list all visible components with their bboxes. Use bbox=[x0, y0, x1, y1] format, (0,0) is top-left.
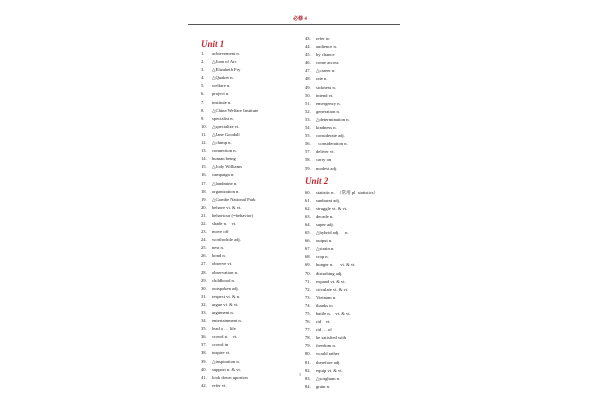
entry-word: △Jane Goodall bbox=[212, 131, 240, 137]
entry-number: 45. bbox=[305, 52, 311, 58]
vocab-entry bbox=[201, 50, 311, 58]
entry-word: support n. & vt. bbox=[212, 366, 241, 372]
entry-number: 82. bbox=[305, 367, 311, 373]
entry-number: 75. bbox=[305, 311, 311, 316]
vocab-entry bbox=[201, 382, 311, 390]
vocab-entry bbox=[201, 358, 311, 366]
entry-number: 50. bbox=[305, 92, 311, 98]
vocab-entry bbox=[201, 74, 311, 82]
vocab-entry bbox=[201, 293, 311, 301]
vocab-entry bbox=[305, 116, 415, 124]
vocab-entry bbox=[201, 107, 311, 115]
entry-word: shade n. vt. bbox=[212, 220, 237, 226]
vocab-entry bbox=[305, 359, 415, 367]
entry-word: deliver vt. bbox=[316, 149, 335, 155]
entry-number: 13. bbox=[201, 148, 207, 154]
vocab-entry bbox=[305, 189, 415, 197]
vocab-entry bbox=[201, 196, 311, 204]
entry-word: freedom n. bbox=[316, 343, 336, 349]
entry-word: expand vt. & vi. bbox=[316, 278, 346, 284]
entry-word: refer vi. bbox=[212, 382, 227, 388]
entry-word: △career n. bbox=[316, 68, 336, 74]
vocab-entry bbox=[201, 301, 311, 309]
vocab-entry bbox=[201, 309, 311, 317]
entry-number: 47. bbox=[305, 68, 311, 74]
vocab-entry bbox=[305, 229, 415, 237]
entry-word: equip vt. & vi. bbox=[316, 367, 343, 373]
entry-word: struggle vt. & vi. bbox=[316, 205, 348, 211]
entry-number: 5. bbox=[201, 83, 205, 89]
entry-number: 7. bbox=[201, 99, 205, 105]
entry-number: 62. bbox=[305, 205, 311, 211]
entry-word: crowd n. vt. bbox=[212, 334, 238, 340]
entry-word: output n. bbox=[316, 238, 333, 244]
entry-word: therefore adj. bbox=[316, 359, 341, 365]
entry-word: lead a … life bbox=[212, 326, 236, 332]
entry-number: 78. bbox=[305, 335, 311, 341]
entry-word: respect vt. & n. bbox=[212, 293, 241, 299]
entry-word: disturbing adj. bbox=[316, 270, 343, 276]
entry-number: 16. bbox=[201, 172, 207, 178]
entry-number: 68. bbox=[305, 254, 311, 260]
vocab-entry bbox=[201, 325, 311, 333]
entry-number: 77. bbox=[305, 327, 311, 333]
vocab-entry bbox=[305, 213, 415, 221]
entry-word: decade n. bbox=[316, 213, 334, 219]
vocab-entry bbox=[201, 269, 311, 277]
entry-number: 14. bbox=[201, 156, 207, 162]
entry-number: 34. bbox=[201, 318, 207, 324]
vocab-entry bbox=[305, 67, 415, 75]
entry-word: come across bbox=[316, 60, 339, 66]
vocab-entry bbox=[201, 244, 311, 252]
entry-number: 46. bbox=[305, 60, 311, 66]
vocab-entry bbox=[201, 349, 311, 357]
entry-word: childhood n. bbox=[212, 277, 235, 283]
vocab-entry bbox=[305, 148, 415, 156]
vocab-entry bbox=[201, 252, 311, 260]
vocab-entry bbox=[305, 294, 415, 302]
entry-word: consideration n. bbox=[316, 141, 348, 147]
entry-word: entertainment n. bbox=[212, 318, 242, 324]
entry-number: 8. bbox=[201, 107, 205, 113]
entry-word: kindness n. bbox=[316, 125, 337, 131]
unit-1-word-list-continued bbox=[305, 35, 415, 173]
entry-number: 56. bbox=[305, 141, 311, 147]
vocab-entry bbox=[201, 99, 311, 107]
entry-number: 29. bbox=[201, 277, 207, 283]
entry-word: △landmine n. bbox=[212, 180, 238, 186]
unit-2-word-list bbox=[305, 189, 415, 391]
vocab-entry bbox=[305, 197, 415, 205]
vocab-entry bbox=[305, 51, 415, 59]
vocab-entry bbox=[201, 188, 311, 196]
entry-number: 70. bbox=[305, 270, 311, 276]
entry-word: would rather bbox=[316, 351, 340, 357]
page-header-title: 必修 4 bbox=[293, 17, 307, 22]
entry-word: achievement n. bbox=[212, 51, 240, 56]
vocab-entry bbox=[305, 270, 415, 278]
entry-number: 65. bbox=[305, 230, 311, 236]
vocab-entry bbox=[305, 132, 415, 140]
entry-number: 23. bbox=[201, 229, 207, 235]
entry-word: △Quaker n. bbox=[212, 75, 234, 81]
entry-number: 81. bbox=[305, 359, 311, 365]
entry-word: grain n. bbox=[316, 383, 331, 389]
entry-number: 20. bbox=[201, 204, 207, 210]
entry-word: △determination n. bbox=[316, 116, 350, 122]
entry-number: 2. bbox=[201, 59, 205, 65]
entry-number: 15. bbox=[201, 164, 207, 170]
entry-word: statistic n. （常用 pl statistics） bbox=[316, 189, 379, 195]
entry-number: 12. bbox=[201, 140, 207, 146]
entry-number: 48. bbox=[305, 76, 311, 82]
entry-number: 33. bbox=[201, 310, 207, 315]
entry-number: 59. bbox=[305, 165, 311, 171]
entry-number: 60. bbox=[305, 189, 311, 195]
entry-number: 72. bbox=[305, 286, 311, 292]
entry-number: 83. bbox=[305, 375, 311, 381]
entry-number: 57. bbox=[305, 149, 311, 155]
vocab-entry bbox=[305, 100, 415, 108]
vocab-entry bbox=[201, 58, 311, 66]
vocab-entry bbox=[305, 156, 415, 164]
entry-word: battle n. vt. & vi. bbox=[316, 311, 351, 316]
page-number: 1 bbox=[299, 372, 301, 377]
entry-word: carry on bbox=[316, 157, 332, 163]
entry-word: argument n. bbox=[212, 310, 234, 315]
entry-number: 73. bbox=[305, 294, 311, 300]
entry-word: △Joan of Arc bbox=[212, 59, 237, 65]
entry-word: specialist n. bbox=[212, 115, 234, 121]
entry-word: Vietnam n. bbox=[316, 294, 337, 300]
entry-number: 41. bbox=[201, 374, 207, 380]
entry-word: △sorghum n. bbox=[316, 375, 341, 381]
vocab-entry bbox=[201, 147, 311, 155]
entry-word: △chimp n. bbox=[212, 140, 232, 146]
entry-word: △China Welfare Institute bbox=[212, 107, 259, 113]
entry-word: organization n. bbox=[212, 188, 240, 194]
entry-word: △Elizabeth Fry bbox=[212, 67, 241, 73]
entry-number: 71. bbox=[305, 278, 311, 284]
entry-word: observation n. bbox=[212, 269, 239, 275]
entry-word: △strain n. bbox=[316, 246, 335, 252]
entry-number: 4. bbox=[201, 75, 205, 81]
vocab-entry bbox=[201, 115, 311, 123]
vocab-entry bbox=[201, 228, 311, 236]
vocab-entry bbox=[305, 326, 415, 334]
entry-word: project n. bbox=[212, 91, 230, 97]
entry-word: △hybrid adj. n. bbox=[316, 230, 349, 236]
entry-number: 39. bbox=[201, 358, 207, 364]
entry-word: welfare n. bbox=[212, 83, 231, 89]
entry-number: 69. bbox=[305, 262, 311, 268]
entry-number: 58. bbox=[305, 157, 311, 163]
vocab-entry bbox=[305, 245, 415, 253]
entry-word: worthwhile adj. bbox=[212, 237, 241, 243]
entry-number: 63. bbox=[305, 213, 311, 219]
entry-word: inspire vt. bbox=[212, 350, 231, 356]
vocab-entry bbox=[305, 237, 415, 245]
entry-word: considerate adj. bbox=[316, 133, 345, 139]
entry-word: by chance bbox=[316, 52, 335, 58]
vocab-entry bbox=[201, 236, 311, 244]
entry-word: connection n. bbox=[212, 148, 237, 154]
entry-word: bond n. bbox=[212, 253, 226, 259]
entry-word: be satisfied with bbox=[316, 335, 347, 341]
entry-word: △Gombe National Park bbox=[212, 196, 256, 202]
entry-number: 22. bbox=[201, 220, 207, 226]
entry-word: intend vt. bbox=[316, 92, 334, 98]
entry-number: 30. bbox=[201, 285, 207, 291]
entry-word: super adj. bbox=[316, 221, 334, 227]
entry-number: 32. bbox=[201, 301, 207, 307]
vocab-entry bbox=[305, 318, 415, 326]
vocab-entry bbox=[201, 212, 311, 220]
entry-word: audience n. bbox=[316, 44, 337, 50]
vocab-entry bbox=[305, 140, 415, 148]
entry-word: observe vt. bbox=[212, 261, 233, 267]
vocab-entry bbox=[305, 302, 415, 310]
entry-number: 38. bbox=[201, 350, 207, 356]
entry-word: thanks to bbox=[316, 302, 333, 308]
vocab-entry bbox=[201, 260, 311, 268]
vocab-entry bbox=[305, 205, 415, 213]
entry-word: human being bbox=[212, 156, 236, 162]
vocab-entry bbox=[305, 59, 415, 67]
entry-number: 37. bbox=[201, 342, 207, 348]
vocab-entry bbox=[305, 261, 415, 269]
vocab-entry bbox=[305, 286, 415, 294]
entry-word: △Jody Williams bbox=[212, 164, 242, 170]
entry-number: 74. bbox=[305, 302, 311, 308]
entry-word: △inspiration n. bbox=[212, 358, 240, 364]
entry-number: 67. bbox=[305, 246, 311, 252]
entry-word: institute n. bbox=[212, 99, 232, 105]
vocab-entry bbox=[201, 204, 311, 212]
entry-number: 28. bbox=[201, 269, 207, 275]
entry-number: 19. bbox=[201, 196, 207, 202]
entry-word: crowd in bbox=[212, 342, 229, 348]
entry-number: 35. bbox=[201, 326, 207, 332]
vocab-entry bbox=[305, 35, 415, 43]
vocab-entry bbox=[201, 285, 311, 293]
vocab-entry bbox=[305, 334, 415, 342]
unit-1-heading: Unit 1 bbox=[201, 39, 225, 49]
vocab-entry bbox=[305, 84, 415, 92]
entry-number: 76. bbox=[305, 319, 311, 325]
entry-word: sunburnt adj. bbox=[316, 197, 340, 203]
entry-number: 52. bbox=[305, 108, 311, 114]
vocab-entry bbox=[305, 253, 415, 261]
entry-number: 9. bbox=[201, 115, 205, 121]
vocab-entry bbox=[201, 131, 311, 139]
entry-word: look down upon/on bbox=[212, 374, 248, 380]
entry-number: 21. bbox=[201, 212, 207, 218]
entry-number: 42. bbox=[201, 382, 207, 388]
entry-number: 40. bbox=[201, 366, 207, 372]
entry-word: nest n. bbox=[212, 245, 224, 251]
entry-number: 64. bbox=[305, 221, 311, 227]
entry-number: 6. bbox=[201, 91, 205, 97]
vocab-entry bbox=[305, 310, 415, 318]
header-divider bbox=[188, 24, 400, 25]
unit-1-word-list bbox=[201, 50, 311, 390]
entry-number: 27. bbox=[201, 261, 207, 267]
entry-number: 1. bbox=[201, 51, 205, 56]
entry-word: rid vt. bbox=[316, 319, 331, 325]
vocab-entry bbox=[201, 155, 311, 163]
entry-word: behaviour (=behavior) bbox=[212, 212, 254, 218]
vocab-entry bbox=[201, 163, 311, 171]
vocab-entry bbox=[201, 317, 311, 325]
entry-word: circulate vt. & vi. bbox=[316, 286, 349, 292]
entry-word: argue vi. & vt. bbox=[212, 301, 239, 307]
entry-word: emergency n. bbox=[316, 100, 341, 106]
entry-word: outspoken adj. bbox=[212, 285, 239, 291]
entry-number: 24. bbox=[201, 237, 207, 243]
vocab-entry bbox=[201, 277, 311, 285]
entry-number: 49. bbox=[305, 84, 311, 90]
entry-word: refer to bbox=[316, 36, 330, 41]
entry-word: hunger n. vi. & vt. bbox=[316, 262, 356, 268]
unit-2-heading: Unit 2 bbox=[305, 175, 329, 186]
entry-word: behave vi. & vt. bbox=[212, 204, 242, 210]
vocab-column-right bbox=[305, 35, 415, 391]
entry-number: 55. bbox=[305, 133, 311, 139]
entry-number: 53. bbox=[305, 116, 311, 122]
entry-number: 3. bbox=[201, 67, 205, 73]
entry-number: 10. bbox=[201, 123, 207, 129]
entry-number: 26. bbox=[201, 253, 207, 259]
vocab-entry bbox=[305, 108, 415, 116]
entry-number: 43. bbox=[305, 36, 311, 41]
vocab-entry bbox=[305, 342, 415, 350]
vocab-entry bbox=[201, 82, 311, 90]
vocab-entry bbox=[305, 92, 415, 100]
entry-word: rate n. bbox=[316, 76, 328, 82]
entry-word: move off bbox=[212, 229, 229, 235]
vocab-entry bbox=[201, 333, 311, 341]
entry-number: 54. bbox=[305, 125, 311, 131]
entry-word: rid … of bbox=[316, 327, 332, 333]
entry-number: 18. bbox=[201, 188, 207, 194]
entry-word: campaign n. bbox=[212, 172, 235, 178]
entry-word: sickness n. bbox=[316, 84, 336, 90]
vocab-entry bbox=[305, 278, 415, 286]
entry-word: crop n. bbox=[316, 254, 329, 260]
entry-number: 36. bbox=[201, 334, 207, 340]
vocab-entry bbox=[201, 180, 311, 188]
entry-word: △specialize vi. bbox=[212, 123, 240, 129]
entry-number: 79. bbox=[305, 343, 311, 349]
entry-word: generation n. bbox=[316, 108, 340, 114]
vocab-entry bbox=[201, 66, 311, 74]
entry-number: 31. bbox=[201, 293, 207, 299]
vocab-entry bbox=[305, 221, 415, 229]
vocab-entry bbox=[201, 90, 311, 98]
vocab-column-left bbox=[201, 38, 311, 390]
entry-number: 25. bbox=[201, 245, 207, 251]
vocab-entry bbox=[305, 383, 415, 391]
vocab-entry bbox=[201, 341, 311, 349]
vocab-entry bbox=[201, 139, 311, 147]
entry-number: 44. bbox=[305, 44, 311, 50]
entry-word: modest adj. bbox=[316, 165, 338, 171]
entry-number: 80. bbox=[305, 351, 311, 357]
vocab-entry bbox=[305, 43, 415, 51]
vocab-entry bbox=[305, 165, 415, 173]
entry-number: 11. bbox=[201, 131, 207, 137]
vocab-entry bbox=[305, 124, 415, 132]
entry-number: 61. bbox=[305, 197, 311, 203]
vocab-entry bbox=[305, 350, 415, 358]
entry-number: 66. bbox=[305, 238, 311, 244]
vocab-entry bbox=[201, 123, 311, 131]
vocab-entry bbox=[201, 171, 311, 179]
entry-number: 17. bbox=[201, 180, 207, 186]
vocab-entry bbox=[305, 75, 415, 83]
entry-number: 51. bbox=[305, 100, 311, 106]
entry-number: 84. bbox=[305, 383, 311, 389]
vocab-entry bbox=[201, 220, 311, 228]
